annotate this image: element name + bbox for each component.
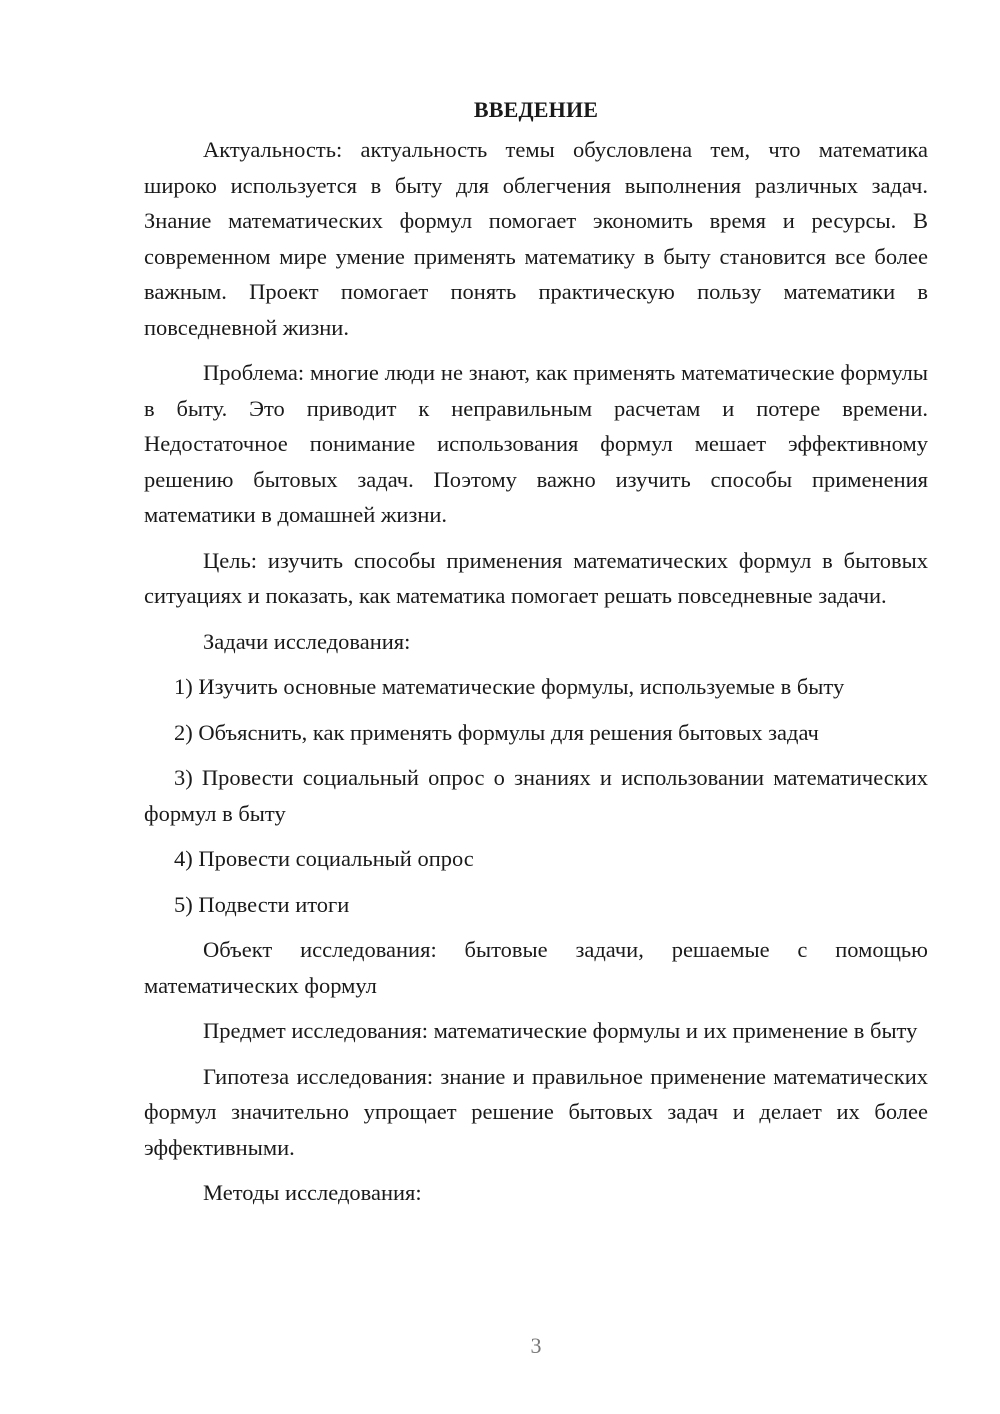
task-item-5: 5) Подвести итоги <box>174 891 350 917</box>
paragraph-object: Объект исследования: бытовые задачи, решаемые с помощью математических формул <box>144 937 928 998</box>
task-item-4: 4) Провести социальный опрос <box>174 846 474 871</box>
paragraph-problem: Проблема: многие люди не знают, как применять математические формулы в быту. Это приводит к неправильным расчетам и потере времени. Недостаточное понимание использования формул мешает эффективному решению бытовых задач. Поэтому важно изучить способы применения математики в домашней жизни. <box>144 360 928 527</box>
paragraph-goal: Цель: изучить способы применения математических формул в бытовых ситуациях и показать, как математика помогает решать повседневные задачи. <box>144 547 928 608</box>
task-item-3: 3) Провести социальный опрос о знаниях и использовании математических формул в быту <box>144 765 928 826</box>
tasks-heading: Задачи исследования: <box>203 628 411 654</box>
task-item-2: 2) Объяснить, как применять формулы для решения бытовых задач <box>174 719 819 745</box>
section-title: ВВЕДЕНИЕ <box>473 97 599 122</box>
task-item-1: 1) Изучить основные математические формулы, используемые в быту <box>174 674 845 699</box>
document-page <box>144 92 928 1221</box>
paragraph-hypothesis: Гипотеза исследования: знание и правильное применение математических формул значительно упрощает решение бытовых задач и делает их более эффективными. <box>144 1063 928 1160</box>
paragraph-subject: Предмет исследования: математические формулы и их применение в быту <box>203 1018 918 1043</box>
methods-heading: Методы исследования: <box>203 1180 422 1205</box>
page-number: 3 <box>530 1333 542 1358</box>
paragraph-relevance: Актуальность: актуальность темы обусловлена тем, что математика широко используется в быту для облегчения выполнения различных задач. Знание математических формул помогает экономить время и ресурсы. В современном мире умение применять математику в быту становится все более важным. Проект помогает понять практическую пользу математики в повседневной жизни. <box>144 137 928 340</box>
